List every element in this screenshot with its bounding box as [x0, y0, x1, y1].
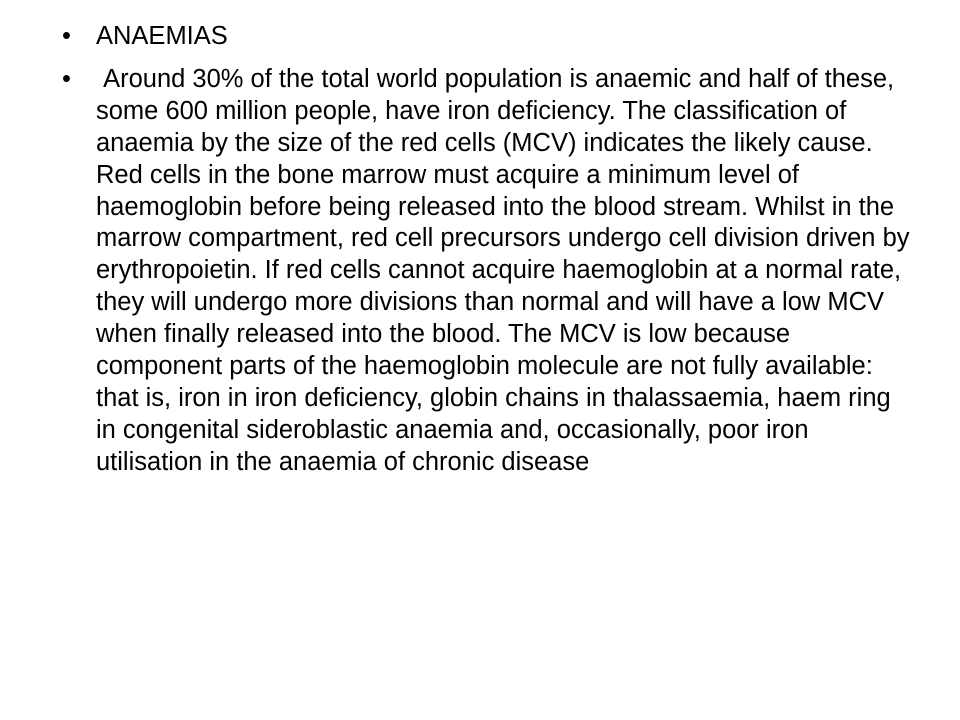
bullet-marker: • [62, 22, 71, 50]
bullet-heading [62, 21, 912, 53]
bullet-marker: • [62, 64, 71, 93]
bullet-list [62, 21, 917, 490]
heading-text: ANAEMIAS [96, 22, 228, 50]
bullet-paragraph [62, 64, 917, 479]
paragraph-text: Around 30% of the total world population is anaemic and half of these, some 600 million people, have iron deficiency. The classification of anaemia by the size of the red cells (MCV) indicates the likely cause. Red cells in the bone marrow must acquire a minimum level of haemoglobin before being released into the blood stream. Whilst in the marrow compartment, red cell precursors undergo cell division driven by erythropoietin. If red cells cannot acquire haemoglobin at a normal rate, they will undergo more divisions than normal and will have a low MCV when finally released into the blood. The MCV is low because component parts of the haemoglobin molecule are not fully available: that is, iron in iron deficiency, globin chains in thalassaemia, haem ring in congenital sideroblastic anaemia and, occasionally, poor iron utilisation in the anaemia of chronic disease [96, 64, 917, 476]
